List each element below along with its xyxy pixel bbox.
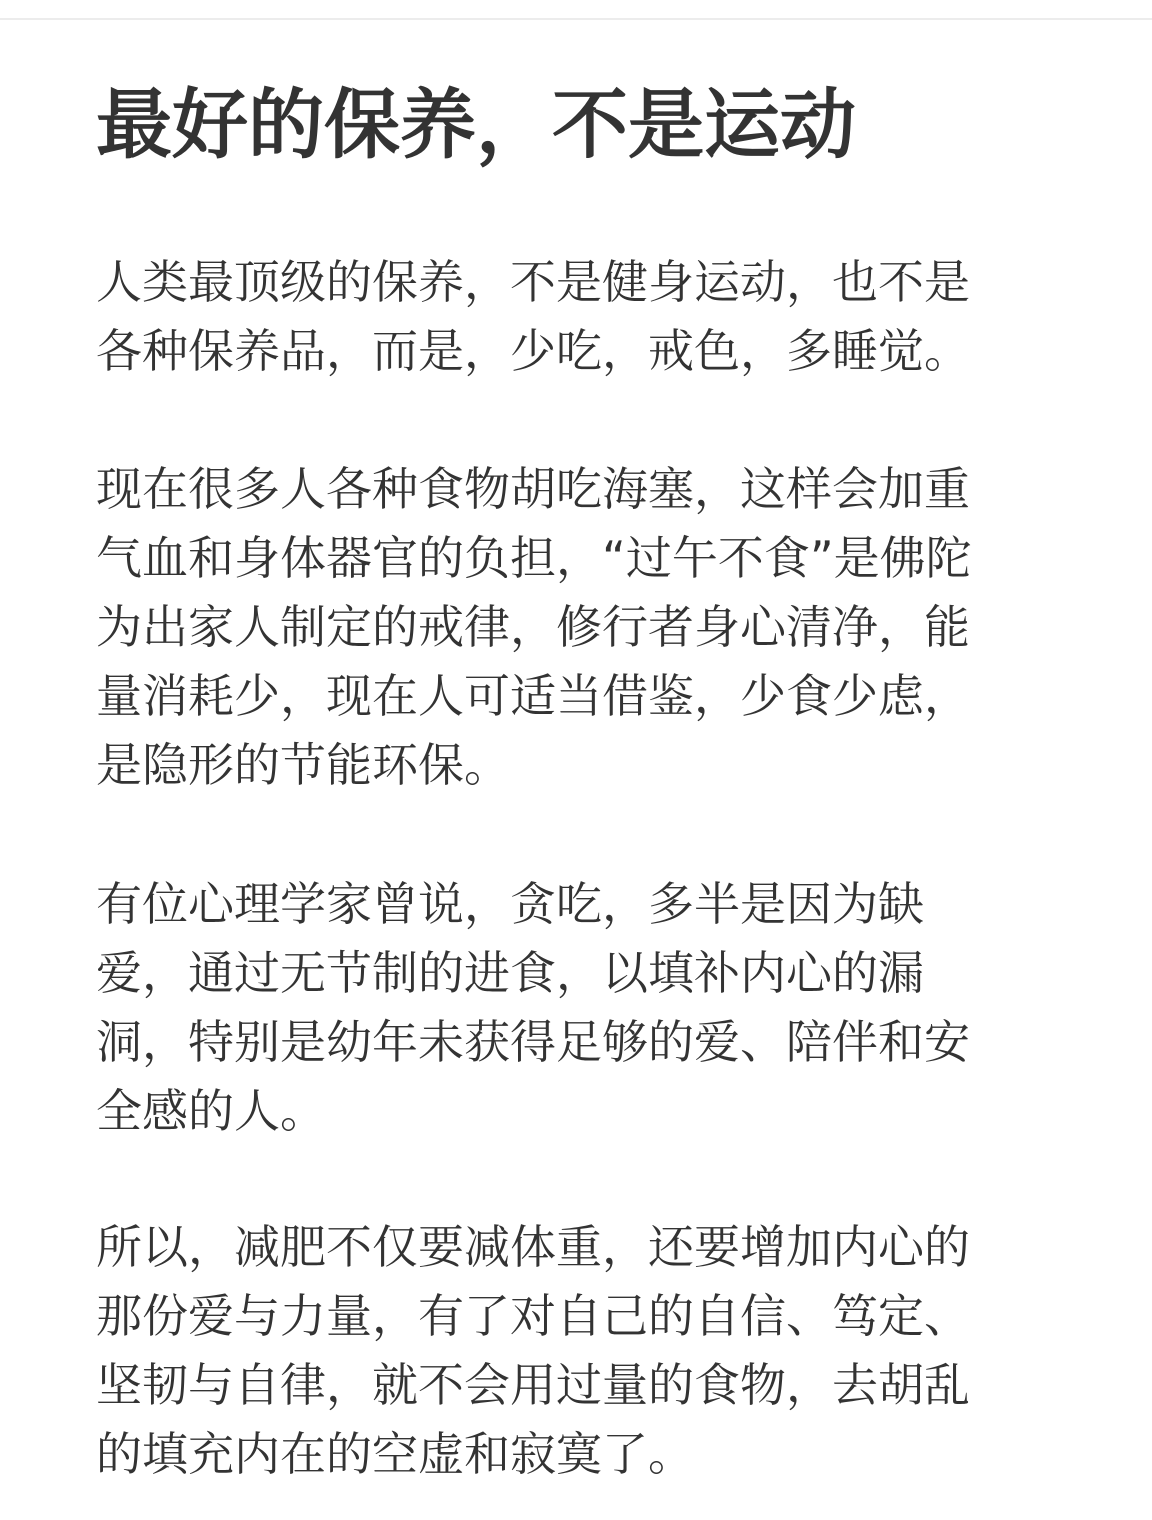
paragraph-line: 的填充内在的空虚和寂寞了。 — [96, 1427, 694, 1481]
paragraph-line: 现在很多人各种食物胡吃海塞，这样会加重 — [96, 462, 970, 516]
paragraph-line: 那份爱与力量，有了对自己的自信、笃定、 — [96, 1289, 970, 1343]
paragraph-line: 所以，减肥不仅要减体重，还要增加内心的 — [96, 1220, 970, 1274]
paragraph-line: 气血和身体器官的负担，“过午不食”是佛陀 — [96, 531, 972, 585]
paragraph-line: 量消耗少，现在人可适当借鉴，少食少虑， — [96, 669, 970, 723]
paragraph-1 — [96, 248, 970, 386]
article — [96, 70, 1056, 1481]
paragraph-line: 各种保养品，而是，少吃，戒色，多睡觉。 — [96, 324, 970, 378]
paragraph-line: 爱，通过无节制的进食，以填补内心的漏 — [96, 946, 924, 1000]
paragraph-line: 人类最顶级的保养，不是健身运动，也不是 — [96, 255, 970, 309]
paragraph-4 — [96, 1213, 970, 1489]
paragraph-line: 有位心理学家曾说，贪吃，多半是因为缺 — [96, 877, 924, 931]
article-title: 最好的保养，不是运动 — [96, 80, 856, 169]
top-divider — [0, 18, 1152, 20]
paragraph-2 — [96, 455, 972, 800]
paragraph-3 — [96, 870, 970, 1146]
paragraph-line: 洞，特别是幼年未获得足够的爱、陪伴和安 — [96, 1015, 970, 1069]
paragraph-line: 是隐形的节能环保。 — [96, 738, 510, 792]
paragraph-line: 全感的人。 — [96, 1084, 326, 1138]
paragraph-line: 为出家人制定的戒律，修行者身心清净，能 — [96, 600, 970, 654]
paragraph-line: 坚韧与自律，就不会用过量的食物，去胡乱 — [96, 1358, 970, 1412]
